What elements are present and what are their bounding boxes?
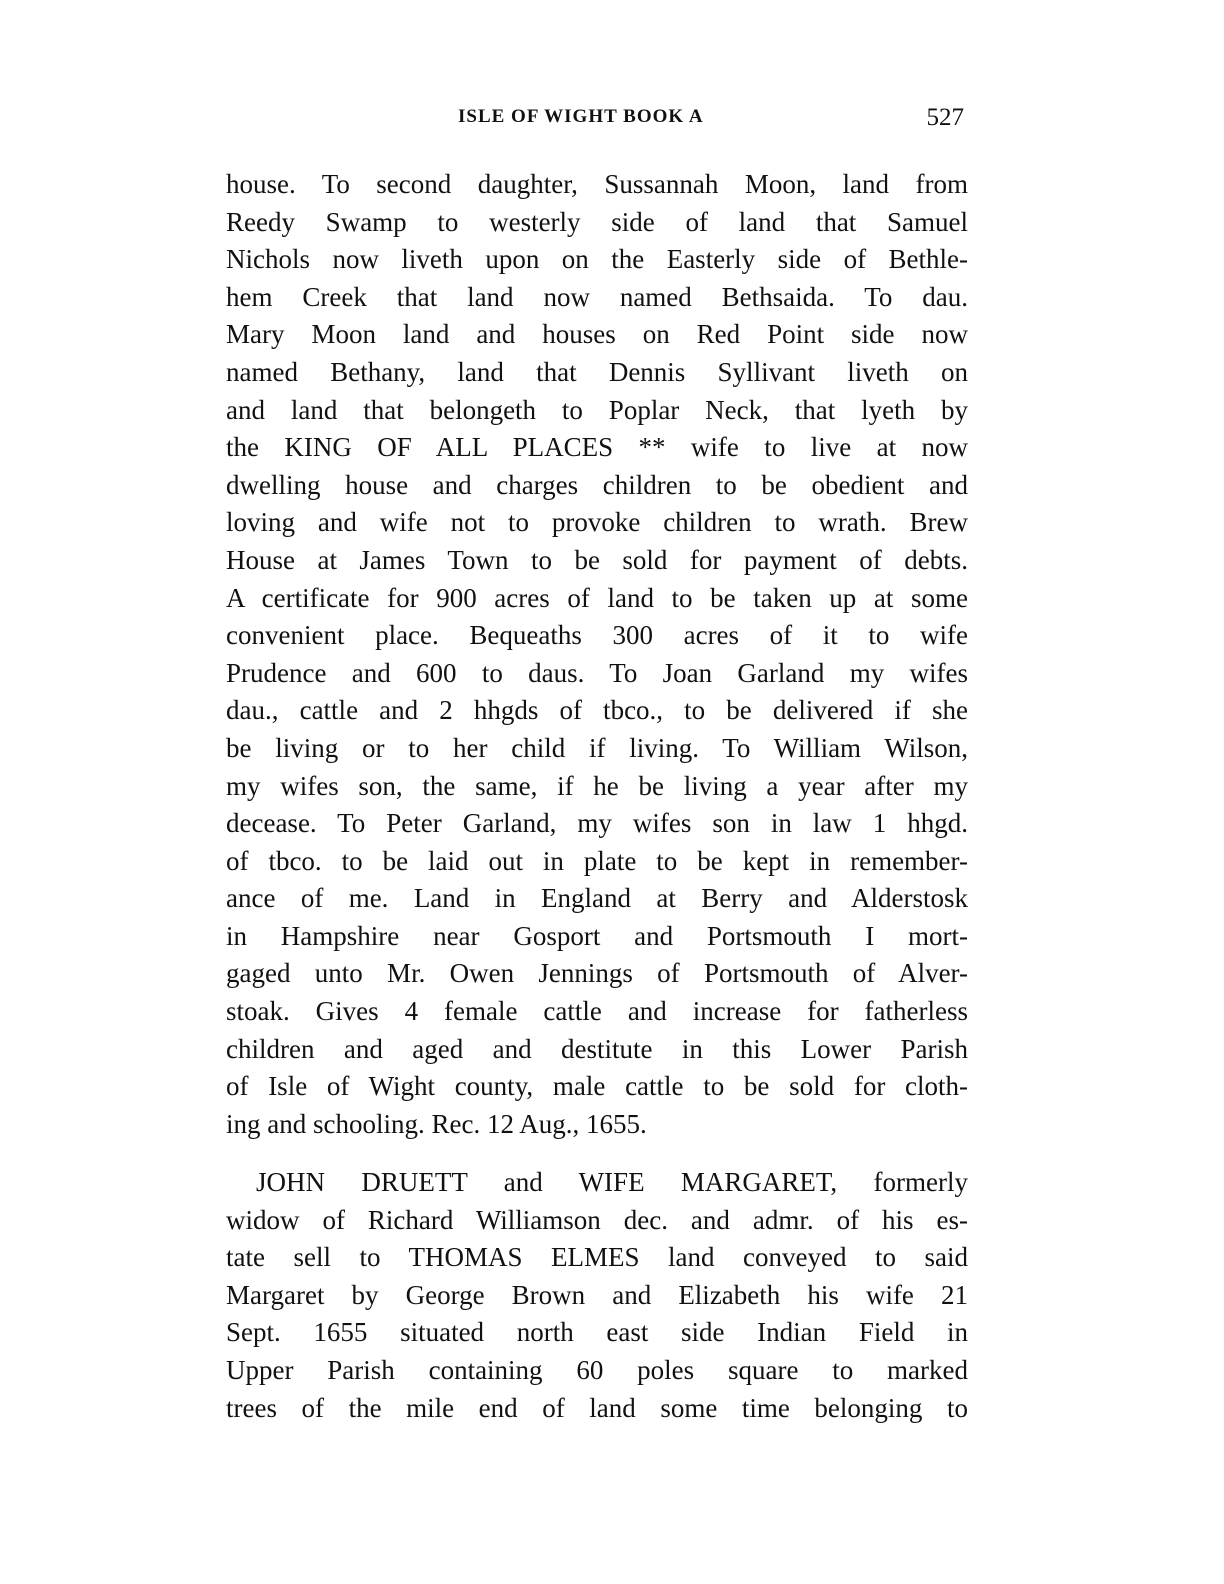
text-line: Sept. 1655 situated north east side Indian Field in: [226, 1317, 968, 1348]
running-title: ISLE OF WIGHT BOOK A: [458, 106, 704, 127]
text-line: decease. To Peter Garland, my wifes son in law 1 hhgd.: [226, 808, 968, 839]
text-line: dau., cattle and 2 hhgds of tbco., to be delivered if she: [226, 695, 968, 726]
text-line: tate sell to THOMAS ELMES land conveyed to said: [226, 1242, 968, 1273]
text-line: Upper Parish containing 60 poles square to marked: [226, 1354, 968, 1385]
text-line: my wifes son, the same, if he be living a year after my: [226, 770, 968, 801]
text-line: widow of Richard Williamson dec. and admr. of his es-: [226, 1204, 968, 1235]
text-line: JOHN DRUETT and WIFE MARGARET, formerly: [256, 1167, 968, 1197]
text-line: House at James Town to be sold for payment of debts.: [226, 544, 968, 575]
text-line: children and aged and destitute in this Lower Parish: [226, 1033, 968, 1064]
text-line: in Hampshire near Gosport and Portsmouth I mort-: [226, 920, 968, 951]
text-line: A certificate for 900 acres of land to be taken up at some: [226, 582, 968, 613]
text-line: the KING OF ALL PLACES ** wife to live at now: [226, 432, 968, 463]
text-line: trees of the mile end of land some time belonging to: [226, 1392, 968, 1423]
text-line: named Bethany, land that Dennis Syllivant liveth on: [226, 356, 968, 387]
text-line: Reedy Swamp to westerly side of land that Samuel: [226, 206, 968, 237]
paragraph-druett-deed: [226, 1164, 968, 1427]
text-line: convenient place. Bequeaths 300 acres of it to wife: [226, 620, 968, 651]
text-line: gaged unto Mr. Owen Jennings of Portsmouth of Alver-: [226, 958, 968, 989]
text-line: and land that belongeth to Poplar Neck, that lyeth by: [226, 394, 968, 425]
text-line: loving and wife not to provoke children to wrath. Brew: [226, 507, 968, 538]
text-line: ance of me. Land in England at Berry and Alderstosk: [226, 883, 968, 914]
text-line: hem Creek that land now named Bethsaida. To dau.: [226, 281, 968, 312]
text-line: house. To second daughter, Sussannah Moon, land from: [226, 169, 968, 199]
text-line: dwelling house and charges children to be obedient and: [226, 469, 968, 500]
text-line: be living or to her child if living. To William Wilson,: [226, 732, 968, 763]
text-line: ing and schooling. Rec. 12 Aug., 1655.: [226, 1108, 647, 1139]
paragraph-will-bequests: [226, 166, 968, 1143]
text-line: Nichols now liveth upon on the Easterly side of Bethle-: [226, 244, 968, 275]
text-line: Mary Moon land and houses on Red Point side now: [226, 319, 968, 350]
page-number: 527: [926, 104, 964, 131]
running-head: [226, 104, 968, 138]
text-line: Margaret by George Brown and Elizabeth his wife 21: [226, 1279, 968, 1310]
text-line: of Isle of Wight county, male cattle to be sold for cloth-: [226, 1071, 968, 1102]
text-line: Prudence and 600 to daus. To Joan Garland my wifes: [226, 657, 968, 688]
text-line: stoak. Gives 4 female cattle and increase for fatherless: [226, 996, 968, 1027]
book-page: [226, 0, 968, 1584]
text-line: of tbco. to be laid out in plate to be kept in remember-: [226, 845, 968, 876]
